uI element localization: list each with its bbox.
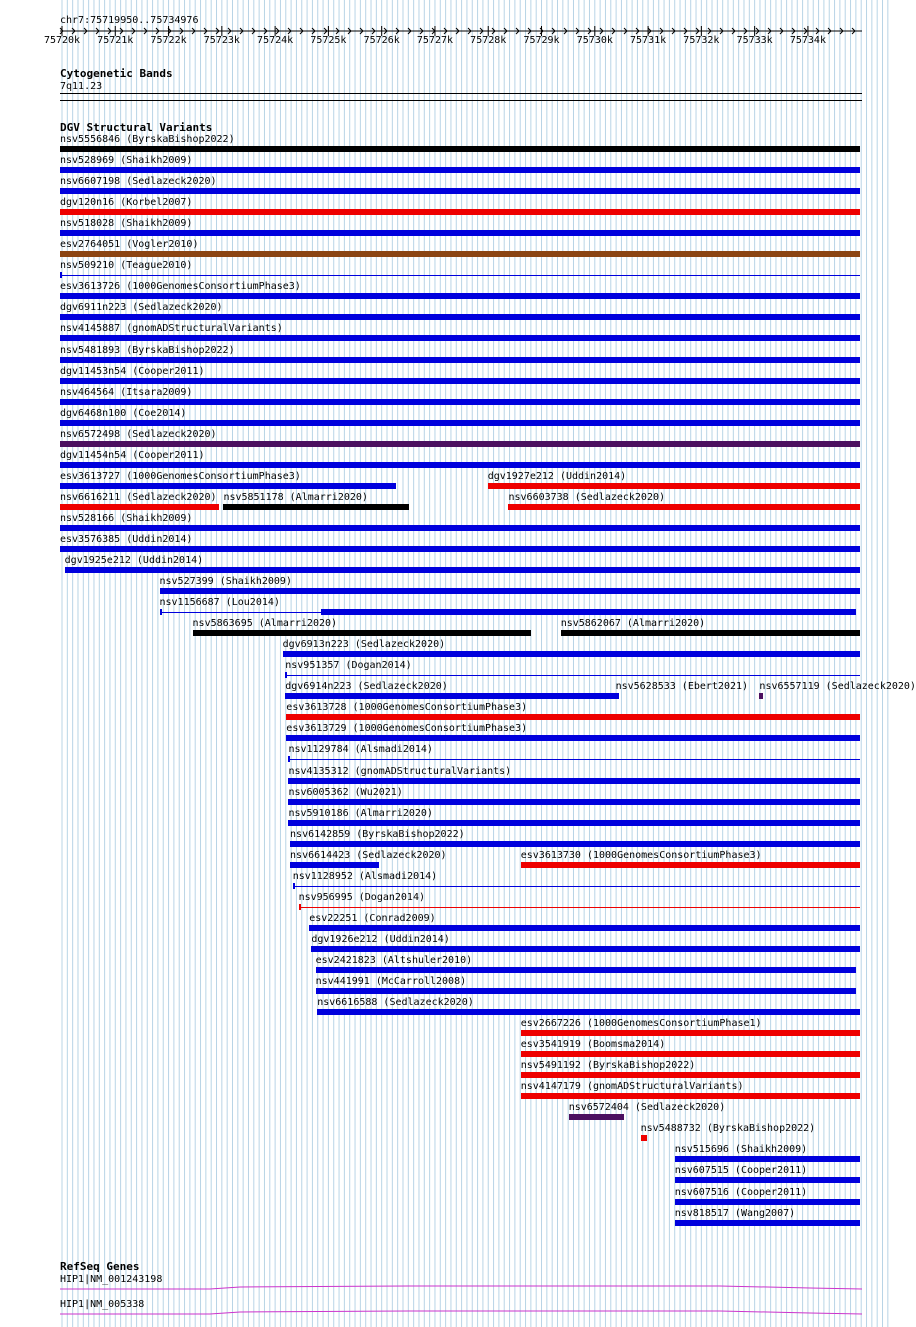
sv-feature-label[interactable]: nsv6603738 (Sedlazeck2020): [508, 491, 666, 503]
ruler-tick-label: 75722k: [150, 35, 187, 46]
sv-feature-bar[interactable]: [290, 841, 860, 847]
sv-feature-label[interactable]: nsv1128952 (Alsmadi2014): [292, 870, 438, 882]
sv-feature-label[interactable]: nsv528969 (Shaikh2009): [60, 155, 193, 167]
sv-feature-label[interactable]: dgv1926e212 (Uddin2014): [311, 933, 450, 945]
sv-feature-label[interactable]: nsv956995 (Dogan2014): [298, 891, 425, 903]
sv-feature-bar[interactable]: [521, 1030, 860, 1036]
sv-feature-label[interactable]: esv2764051 (Vogler2010): [60, 239, 199, 251]
sv-feature-label[interactable]: nsv6616588 (Sedlazeck2020): [317, 997, 474, 1009]
sv-feature-bar[interactable]: [508, 504, 859, 510]
sv-feature-label[interactable]: esv3613726 (1000GenomesConsortiumPhase3): [60, 281, 301, 293]
sv-feature-label[interactable]: nsv5488732 (ByrskaBishop2022): [640, 1123, 816, 1135]
sv-feature-bar[interactable]: [160, 588, 860, 594]
sv-feature-bar[interactable]: [193, 630, 531, 636]
ruler-tick-label: 75732k: [683, 35, 720, 46]
sv-feature-label[interactable]: dgv6468n100 (Coe2014): [60, 407, 187, 419]
sv-feature-bar[interactable]: [60, 275, 860, 276]
sv-feature-label[interactable]: nsv1129784 (Alsmadi2014): [288, 744, 433, 756]
ruler-tick-label: 75721k: [97, 35, 134, 46]
sv-feature-label[interactable]: esv3541919 (Boomsma2014): [520, 1039, 666, 1051]
ruler-tick-label: 75720k: [43, 35, 81, 46]
sv-feature-bar[interactable]: [65, 567, 860, 573]
sv-feature-label[interactable]: nsv518028 (Shaikh2009): [60, 218, 193, 230]
sv-feature-bar[interactable]: [316, 967, 856, 973]
sv-feature-cap: [60, 272, 62, 278]
sv-feature-bar[interactable]: [675, 1177, 860, 1183]
sv-feature-label[interactable]: nsv5862067 (Almarri2020): [560, 618, 706, 630]
sv-feature-label[interactable]: dgv1925e212 (Uddin2014): [64, 555, 204, 566]
sv-feature-bar[interactable]: [299, 907, 860, 908]
sv-feature-label[interactable]: nsv515696 (Shaikh2009): [674, 1144, 808, 1156]
sv-feature-label[interactable]: esv3613729 (1000GenomesConsortiumPhase3): [286, 723, 528, 735]
sv-feature-bar[interactable]: [60, 209, 860, 215]
sv-feature-label[interactable]: esv22251 (Conrad2009): [309, 912, 436, 924]
sv-feature-bar[interactable]: [60, 546, 860, 552]
sv-feature-bar[interactable]: [616, 693, 619, 699]
sv-feature-label[interactable]: nsv6142859 (ByrskaBishop2022): [290, 828, 465, 840]
sv-feature-bar[interactable]: [285, 693, 617, 699]
sv-feature-bar[interactable]: [675, 1199, 860, 1205]
sv-feature-label[interactable]: nsv464564 (Itsara2009): [60, 386, 193, 398]
sv-feature-cap: [160, 609, 162, 615]
ruler-tick-label: 75733k: [736, 35, 773, 46]
sv-feature-label[interactable]: nsv6572498 (Sedlazeck2020): [60, 428, 217, 440]
ruler-tick-label: 75728k: [470, 35, 507, 46]
sv-feature-bar[interactable]: [60, 378, 860, 384]
sv-feature-bar[interactable]: [285, 675, 860, 676]
ruler-tick-label: 75725k: [310, 35, 347, 46]
sv-feature-bar[interactable]: [286, 714, 860, 720]
sv-feature-bar[interactable]: [290, 862, 379, 868]
ruler-tick-label: 75723k: [203, 35, 240, 46]
ruler-location: chr7:75719950..75734976: [60, 15, 199, 26]
sv-feature-label[interactable]: nsv6005362 (Wu2021): [288, 786, 403, 798]
sv-feature-label[interactable]: nsv441991 (McCarroll2008): [315, 976, 467, 987]
sv-feature-label[interactable]: esv2421823 (Altshuler2010): [315, 954, 473, 966]
dgv-track-title: DGV Structural Variants: [60, 121, 213, 134]
sv-feature-label[interactable]: nsv6607198 (Sedlazeck2020): [60, 176, 217, 188]
sv-feature-bar[interactable]: [521, 1072, 860, 1078]
sv-feature-bar[interactable]: [521, 1051, 860, 1057]
sv-feature-bar[interactable]: [60, 251, 860, 257]
sv-feature-bar[interactable]: [60, 293, 860, 299]
sv-feature-label[interactable]: nsv6614423 (Sedlazeck2020): [290, 849, 447, 861]
sv-feature-label[interactable]: dgv1927e212 (Uddin2014): [487, 470, 627, 482]
sv-feature-label[interactable]: dgv6913n223 (Sedlazeck2020): [282, 639, 446, 651]
sv-feature-cap: [299, 904, 301, 910]
sv-feature-label[interactable]: nsv6557119 (Sedlazeck2020): [759, 681, 916, 693]
sv-feature-bar[interactable]: [60, 525, 860, 531]
ruler-tick-label: 75727k: [416, 35, 454, 46]
sv-feature-bar[interactable]: [488, 483, 860, 489]
cytoband-bottom-line: [60, 100, 862, 101]
ruler-tick-label: 75726k: [363, 35, 400, 46]
sv-feature-label[interactable]: esv3576385 (Uddin2014): [60, 533, 193, 545]
sv-feature-label[interactable]: nsv818517 (Wang2007): [674, 1207, 796, 1219]
sv-feature-label[interactable]: dgv120n16 (Korbel2007): [60, 197, 193, 209]
sv-feature-bar[interactable]: [60, 357, 860, 363]
ruler-tick-label: 75724k: [257, 35, 294, 46]
sv-feature-bar[interactable]: [60, 504, 219, 510]
cytoband-label[interactable]: 7q11.23: [60, 81, 103, 92]
sv-feature-label[interactable]: nsv528166 (Shaikh2009): [60, 512, 193, 524]
ruler-tick-label: 75731k: [630, 35, 667, 46]
sv-feature-label[interactable]: dgv11453n54 (Cooper2011): [60, 365, 205, 377]
sv-feature-bar[interactable]: [286, 735, 860, 741]
sv-feature-label[interactable]: nsv4147179 (gnomADStructuralVariants): [520, 1081, 744, 1093]
sv-feature-bar[interactable]: [288, 759, 859, 760]
sv-feature-label[interactable]: nsv5556846 (ByrskaBishop2022): [60, 134, 235, 145]
sv-feature-bar[interactable]: [60, 335, 860, 341]
sv-feature-label[interactable]: nsv5481893 (ByrskaBishop2022): [60, 344, 235, 356]
sv-feature-cap: [293, 883, 295, 889]
sv-feature-bar-thin[interactable]: [160, 612, 322, 613]
sv-feature-bar[interactable]: [283, 651, 860, 657]
sv-feature-label[interactable]: nsv4135312 (gnomADStructuralVariants): [288, 765, 512, 777]
sv-feature-bar[interactable]: [309, 925, 860, 931]
sv-feature-bar[interactable]: [60, 399, 860, 405]
sv-feature-label[interactable]: dgv11454n54 (Cooper2011): [60, 449, 205, 461]
sv-feature-bar[interactable]: [288, 799, 859, 805]
ruler-tick-label: 75729k: [523, 35, 560, 46]
gene-label-nm-001243198[interactable]: HIP1|NM_001243198: [60, 1274, 163, 1285]
sv-feature-bar[interactable]: [641, 1135, 647, 1141]
sv-feature-label[interactable]: nsv6616211 (Sedlazeck2020): [60, 491, 217, 503]
cytoband-track-title: Cytogenetic Bands: [60, 67, 173, 80]
refseq-track-title: RefSeq Genes: [60, 1260, 140, 1273]
sv-feature-bar[interactable]: [521, 1093, 860, 1099]
sv-feature-bar[interactable]: [60, 146, 860, 152]
sv-feature-label[interactable]: nsv5863695 (Almarri2020): [192, 618, 338, 630]
sv-feature-bar[interactable]: [60, 167, 860, 173]
sv-feature-label[interactable]: nsv509210 (Teague2010): [60, 260, 193, 272]
sv-feature-bar[interactable]: [60, 230, 860, 236]
cytoband-top-line: [60, 93, 862, 94]
sv-feature-bar[interactable]: [60, 188, 860, 194]
ruler-tick-label: 75730k: [576, 35, 613, 46]
sv-feature-label[interactable]: esv3613727 (1000GenomesConsortiumPhase3): [60, 470, 301, 482]
gene-model-nm-005338[interactable]: [0, 1309, 890, 1317]
sv-feature-bar[interactable]: [561, 630, 860, 636]
sv-feature-bar[interactable]: [60, 314, 860, 320]
sv-feature-label[interactable]: esv3613730 (1000GenomesConsortiumPhase3): [520, 849, 762, 861]
sv-feature-bar[interactable]: [60, 483, 396, 489]
sv-feature-label[interactable]: nsv4145887 (gnomADStructuralVariants): [60, 323, 283, 335]
ruler-tick-label: 75734k: [789, 35, 826, 46]
sv-feature-label[interactable]: nsv1156687 (Lou2014): [159, 597, 280, 609]
sv-feature-label[interactable]: nsv5628533 (Ebert2021): [615, 681, 749, 693]
sv-feature-label[interactable]: nsv527399 (Shaikh2009): [159, 576, 292, 588]
sv-feature-bar[interactable]: [569, 1114, 624, 1120]
gene-model-nm-001243198[interactable]: [0, 1285, 890, 1293]
sv-feature-label[interactable]: nsv5851178 (Almarri2020): [223, 491, 368, 503]
sv-feature-bar[interactable]: [60, 441, 860, 447]
sv-feature-label[interactable]: nsv951357 (Dogan2014): [285, 660, 412, 672]
sv-feature-label[interactable]: dgv6914n223 (Sedlazeck2020): [285, 681, 448, 693]
sv-feature-cap: [288, 756, 290, 762]
sv-feature-bar[interactable]: [288, 820, 859, 826]
sv-feature-bar[interactable]: [317, 1009, 860, 1015]
sv-feature-label[interactable]: esv2667226 (1000GenomesConsortiumPhase1): [520, 1018, 762, 1030]
sv-feature-bar[interactable]: [60, 420, 860, 426]
sv-feature-bar[interactable]: [759, 693, 762, 699]
sv-feature-label[interactable]: nsv5910186 (Almarri2020): [288, 807, 433, 819]
sv-feature-bar[interactable]: [293, 886, 860, 887]
sv-feature-bar[interactable]: [60, 462, 860, 468]
sv-feature-label[interactable]: nsv607515 (Cooper2011): [674, 1165, 808, 1177]
sv-feature-bar[interactable]: [288, 778, 859, 784]
sv-feature-bar[interactable]: [311, 946, 860, 952]
sv-feature-bar[interactable]: [675, 1156, 860, 1162]
gene-label-nm-005338[interactable]: HIP1|NM_005338: [60, 1299, 145, 1310]
sv-feature-bar[interactable]: [321, 609, 855, 615]
sv-feature-label[interactable]: nsv6572404 (Sedlazeck2020): [568, 1102, 726, 1114]
sv-feature-label[interactable]: nsv607516 (Cooper2011): [674, 1186, 808, 1198]
sv-feature-bar[interactable]: [521, 862, 860, 868]
sv-feature-label[interactable]: dgv6911n223 (Sedlazeck2020): [60, 302, 223, 314]
sv-feature-cap: [285, 672, 287, 678]
sv-feature-bar[interactable]: [223, 504, 409, 510]
sv-feature-label[interactable]: esv3613728 (1000GenomesConsortiumPhase3): [286, 702, 528, 714]
sv-feature-bar[interactable]: [675, 1220, 860, 1226]
sv-feature-label[interactable]: nsv5491192 (ByrskaBishop2022): [520, 1060, 696, 1072]
sv-feature-bar[interactable]: [316, 988, 856, 994]
